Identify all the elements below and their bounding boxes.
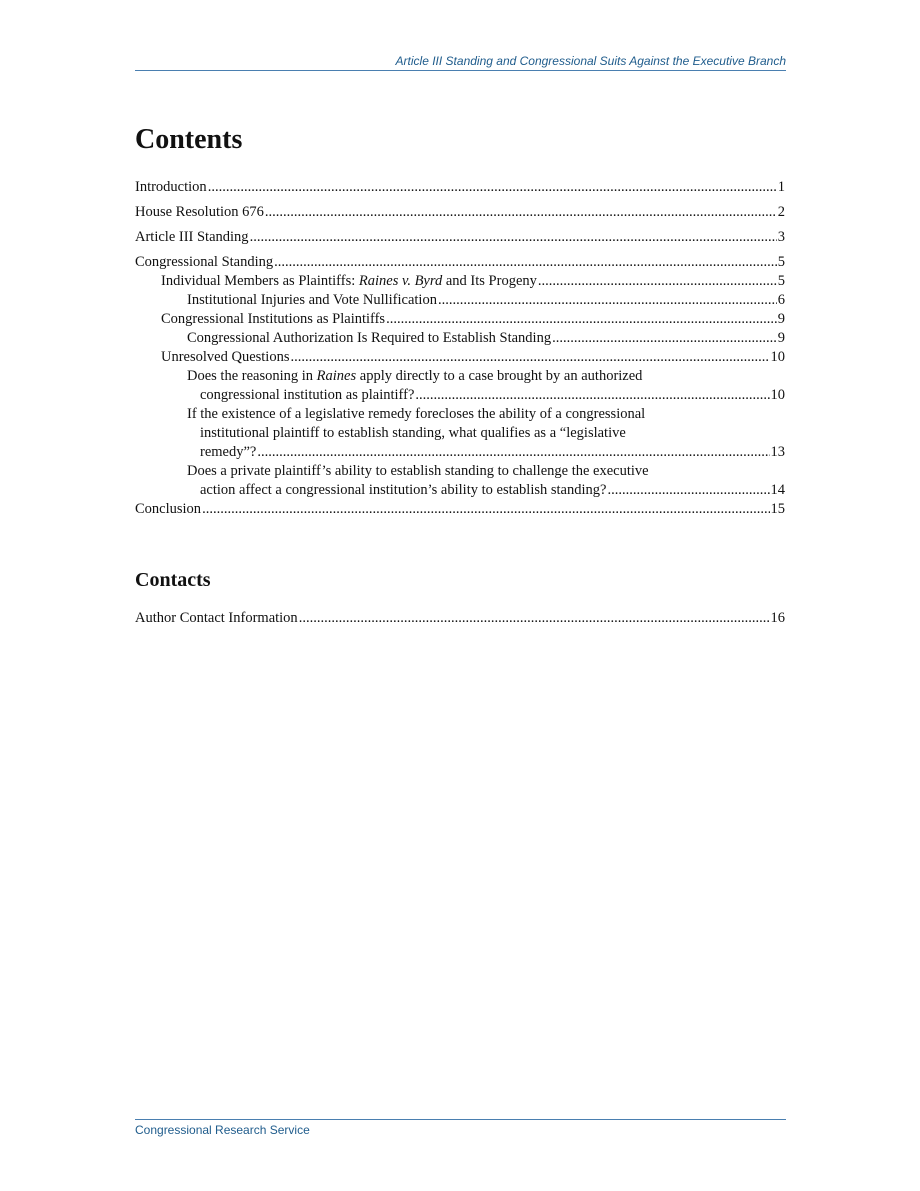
toc-page-number: 5: [777, 273, 785, 289]
toc-page-number: 15: [770, 501, 785, 517]
contacts-heading: Contacts: [135, 569, 211, 591]
toc-entry-institutional-injuries[interactable]: Institutional Injuries and Vote Nullification ..... 6: [135, 291, 785, 310]
table-of-contents: [135, 178, 785, 519]
toc-entry-conclusion[interactable]: Conclusion ..... 15: [135, 500, 785, 519]
toc-page-number: 6: [777, 292, 785, 308]
dot-leader: [299, 609, 770, 628]
dot-leader: [290, 348, 769, 367]
toc-page-number: 13: [770, 444, 785, 460]
toc-entry-congressional-institutions[interactable]: Congressional Institutions as Plaintiffs ..... 9: [135, 310, 785, 329]
toc-entry-raines-reasoning[interactable]: Does the reasoning in Raines apply directly to a case brought by an authorized congressional institution as plaintiff? ..... 10: [135, 367, 785, 405]
toc-entry-individual-members[interactable]: Individual Members as Plaintiffs: Raines v. Byrd and Its Progeny ..... 5: [135, 272, 785, 291]
toc-entry-private-plaintiff[interactable]: Does a private plaintiff’s ability to establish standing to challenge the executive action affect a congressional institution’s ability to establish standing? ..... 14: [135, 462, 785, 500]
toc-entry-house-resolution[interactable]: House Resolution 676 ..... 2: [135, 203, 785, 222]
toc-page-number: 14: [770, 482, 785, 498]
toc-page-number: 16: [770, 610, 785, 626]
dot-leader: [202, 500, 769, 519]
toc-page-number: 9: [777, 311, 785, 327]
contacts-list: [135, 609, 785, 628]
dot-leader: [257, 443, 769, 462]
dot-leader: [552, 329, 777, 348]
toc-page-number: 2: [777, 204, 785, 220]
toc-entry-congressional-authorization[interactable]: Congressional Authorization Is Required to Establish Standing ..... 9: [135, 329, 785, 348]
running-header: Article III Standing and Congressional Suits Against the Executive Branch: [135, 54, 786, 71]
toc-entry-legislative-remedy[interactable]: If the existence of a legislative remedy forecloses the ability of a congressional institutional plaintiff to establish standing, what qualifies as a “legislative remedy”? ..... 13: [135, 405, 785, 462]
toc-page-number: 10: [770, 349, 785, 365]
dot-leader: [274, 253, 777, 272]
dot-leader: [265, 203, 777, 222]
dot-leader: [438, 291, 777, 310]
toc-entry-article-iii-standing[interactable]: Article III Standing ..... 3: [135, 228, 785, 247]
toc-page-number: 10: [770, 387, 785, 403]
toc-entry-unresolved-questions[interactable]: Unresolved Questions ..... 10: [135, 348, 785, 367]
dot-leader: [250, 228, 777, 247]
dot-leader: [208, 178, 777, 197]
dot-leader: [386, 310, 777, 329]
toc-page-number: 5: [777, 254, 785, 270]
dot-leader: [607, 481, 769, 500]
dot-leader: [538, 272, 777, 291]
toc-page-number: 9: [777, 330, 785, 346]
page-title: Contents: [135, 124, 243, 155]
toc-page-number: 1: [777, 179, 785, 195]
toc-entry-author-contact[interactable]: Author Contact Information ..... 16: [135, 609, 785, 628]
toc-page-number: 3: [777, 229, 785, 245]
toc-entry-introduction[interactable]: Introduction ..... 1: [135, 178, 785, 197]
dot-leader: [415, 386, 769, 405]
page-footer: Congressional Research Service: [135, 1119, 786, 1137]
toc-entry-congressional-standing[interactable]: Congressional Standing ..... 5: [135, 253, 785, 272]
